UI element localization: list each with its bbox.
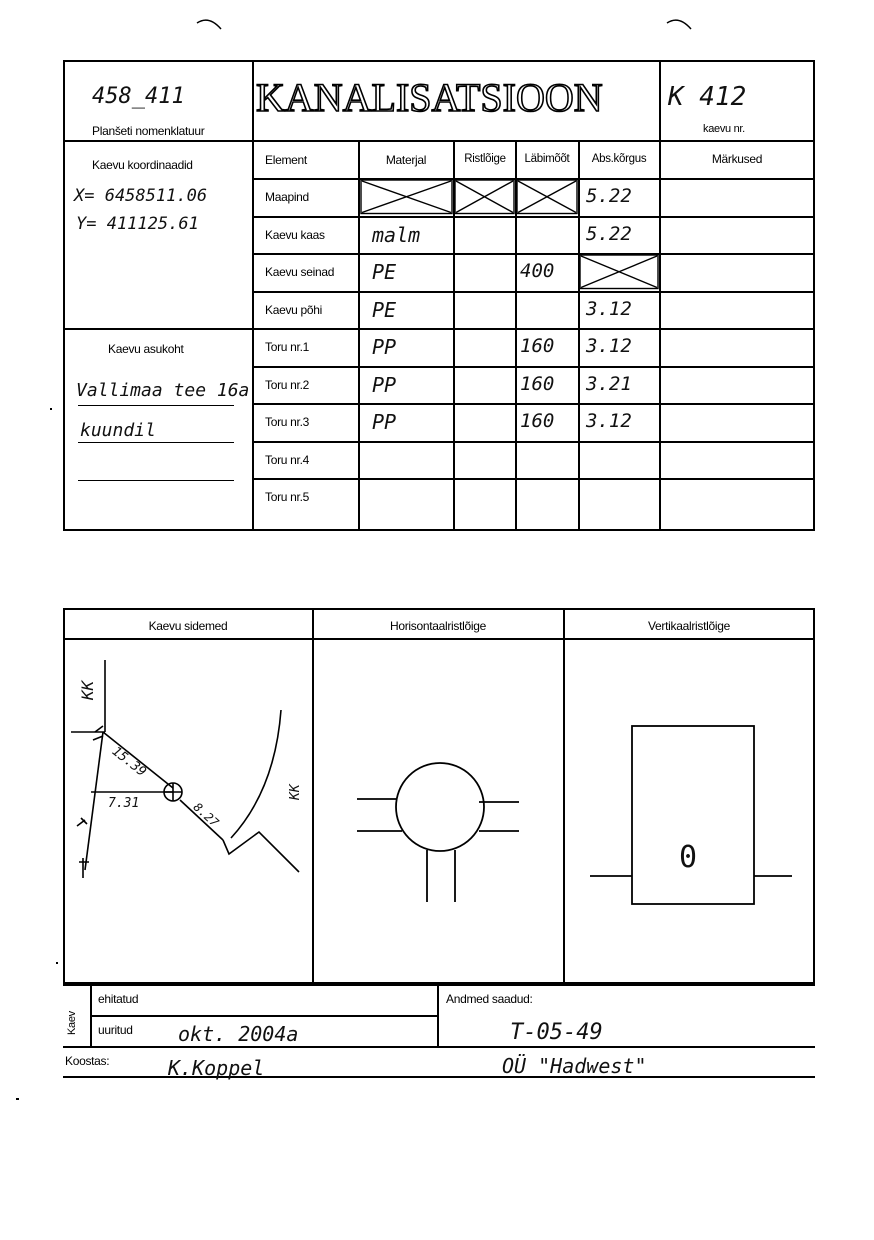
punch-mark-right — [665, 15, 695, 35]
row-elevation: 3.12 — [586, 335, 632, 357]
built-label: ehitatud — [98, 992, 139, 1006]
table-row-line — [252, 441, 815, 443]
location-rule-1 — [78, 405, 234, 406]
speck-1 — [50, 408, 52, 410]
row-element: Maapind — [265, 190, 309, 204]
table-row-line — [252, 291, 815, 293]
col-header-material: Materjal — [385, 153, 427, 167]
sketch-dim-1: 15.39 — [108, 744, 149, 780]
footer-side-label: Kaev — [66, 1011, 78, 1035]
footer-mid-line — [90, 1015, 438, 1017]
header-divider — [63, 140, 815, 142]
row-elevation: 3.12 — [586, 410, 632, 432]
row-elevation: 3.21 — [586, 372, 632, 395]
row-material: malm — [372, 222, 421, 247]
data-from-label: Andmed saadud: — [446, 992, 533, 1006]
vertical-section-drawing — [564, 640, 814, 984]
col-header-notes: Märkused — [711, 152, 763, 166]
cell-cross-mark — [579, 253, 659, 291]
row-material: PP — [372, 372, 397, 397]
row-material: PE — [372, 297, 397, 322]
col-header-element: Element — [265, 153, 307, 167]
row-diameter: 400 — [520, 260, 555, 282]
row-elevation: 3.12 — [586, 297, 632, 320]
cell-cross-mark — [454, 178, 515, 216]
location-rule-3 — [78, 480, 234, 481]
coord-x: X= 6458511.06 — [74, 186, 208, 206]
row-element: Kaevu põhi — [265, 302, 323, 317]
col-header-cross: Ristlõige — [464, 153, 506, 165]
company-value: OÜ "Hadwest" — [502, 1054, 647, 1078]
row-element: Kaevu seinad — [265, 265, 335, 279]
footer-bottom-line — [63, 1046, 815, 1048]
panel-title-vertical: Vertikaalristlõige — [648, 619, 730, 633]
speck-2 — [56, 962, 58, 964]
table-row-line — [252, 328, 815, 330]
compiled-label: Koostas: — [65, 1054, 110, 1068]
sketch-dim-2: 7.31 — [108, 796, 140, 811]
header-vline-1 — [252, 60, 254, 531]
table-row-line — [252, 253, 815, 255]
row-element: Toru nr.2 — [265, 377, 309, 392]
cell-cross-mark — [360, 178, 453, 216]
row-elevation: 5.22 — [586, 185, 632, 207]
coords-label: Kaevu koordinaadid — [92, 158, 193, 172]
well-links-sketch — [63, 640, 313, 984]
location-label: Kaevu asukoht — [108, 342, 184, 356]
row-diameter: 160 — [520, 372, 555, 395]
row-element: Kaevu kaas — [265, 227, 325, 242]
surveyed-value: okt. 2004a — [178, 1022, 299, 1046]
surveyed-label: uuritud — [98, 1023, 133, 1037]
header-vline-2 — [659, 60, 661, 531]
cell-cross-mark — [516, 178, 578, 216]
horizontal-section-drawing — [313, 640, 563, 984]
row-element: Toru nr.3 — [265, 415, 309, 429]
panel-title-horizontal: Horisontaalristlõige — [389, 619, 487, 633]
page-title: KANALISATSIOON — [256, 75, 603, 120]
speck-3 — [16, 1098, 19, 1100]
sheet-number: 458_411 — [92, 84, 185, 109]
location-line1: Vallimaa tee 16a — [76, 380, 250, 401]
well-number: K 412 — [668, 82, 747, 112]
col-header-elev: Abs.kõrgus — [591, 153, 647, 165]
table-row-line — [252, 478, 815, 480]
row-material: PP — [372, 410, 397, 434]
location-rule-2 — [78, 442, 234, 443]
compiled-value: K.Koppel — [168, 1056, 265, 1080]
row-material: PE — [372, 260, 397, 284]
table-row-line — [252, 366, 815, 368]
sheet-label: Planšeti nomenklatuur — [92, 124, 205, 138]
row-element: Toru nr.5 — [265, 490, 309, 504]
row-diameter: 160 — [520, 335, 555, 357]
footer-top-line — [63, 984, 815, 986]
data-from-value: T-05-49 — [510, 1020, 603, 1045]
row-element: Toru nr.4 — [265, 452, 309, 467]
left-divider — [63, 328, 254, 330]
panel-title-links: Kaevu sidemed — [148, 619, 228, 633]
table-row-line — [252, 216, 815, 218]
punch-mark-left — [195, 15, 225, 35]
sketch-kk2-label: KK — [288, 784, 303, 800]
location-line2: kuundil — [80, 420, 156, 441]
col-header-diameter: Läbimõõt — [524, 153, 570, 165]
well-label: kaevu nr. — [703, 123, 745, 135]
vertical-section-mark: 0 — [679, 840, 698, 875]
row-element: Toru nr.1 — [265, 340, 309, 354]
sketch-kk-label: KK — [78, 680, 97, 700]
row-elevation: 5.22 — [586, 222, 632, 245]
col-line-elev — [578, 140, 580, 531]
coord-y: Y= 411125.61 — [76, 214, 199, 234]
sketch-dim-3: 8.27 — [190, 800, 222, 830]
table-row-line — [252, 403, 815, 405]
row-material: PP — [372, 335, 397, 359]
row-diameter: 160 — [520, 410, 555, 432]
